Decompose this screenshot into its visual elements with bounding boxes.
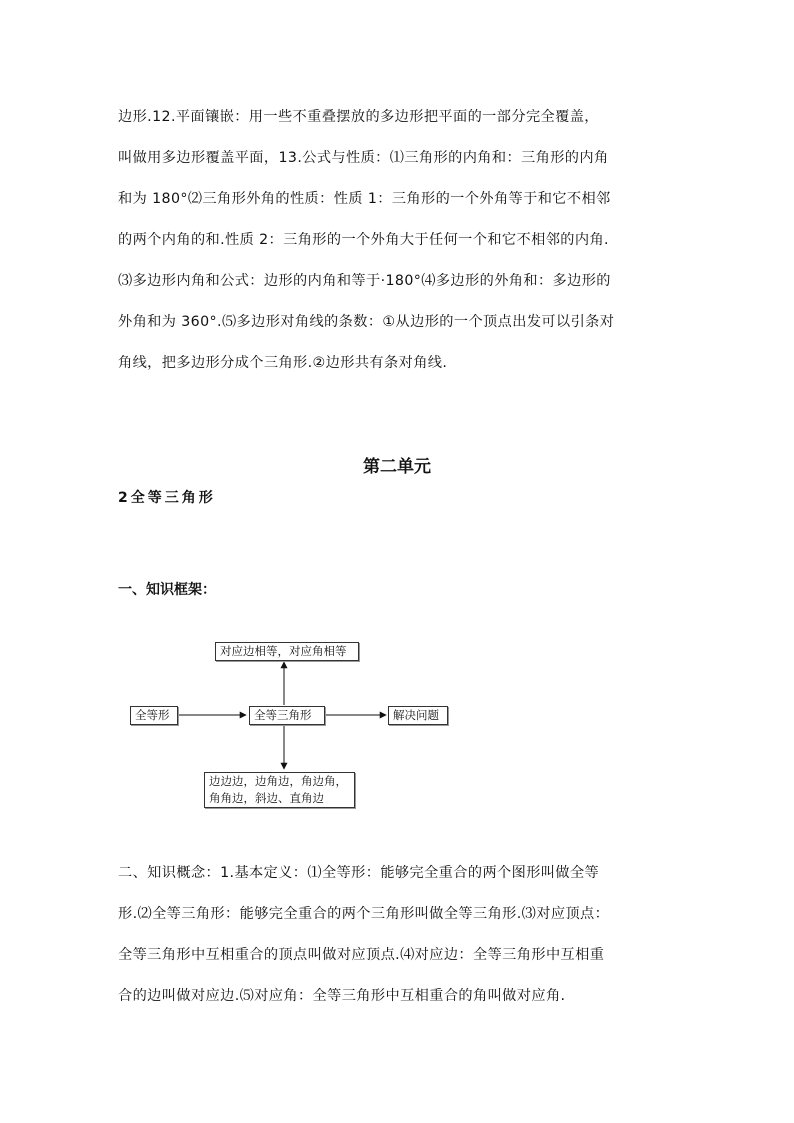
text-line: 合的边叫做对应边.⑸对应角：全等三角形中互相重合的角叫做对应角. <box>118 988 566 1004</box>
text-line: 形.⑵全等三角形：能够完全重合的两个三角形叫做全等三角形.⑶对应顶点： <box>118 906 610 922</box>
chapter-subtitle: 2全等三角形 <box>118 490 216 506</box>
box-label-line2: 角角边，斜边、直角边 <box>209 791 324 805</box>
text-line: 角线，把多边形分成个三角形.②边形共有条对角线. <box>118 355 448 371</box>
text-line: 叫做用多边形覆盖平面，13.公式与性质：⑴三角形的内角和：三角形的内角 <box>118 150 609 166</box>
text-line: 和为 180°⑵三角形外角的性质：性质 1：三角形的一个外角等于和它不相邻 <box>118 191 611 207</box>
box-label: 对应边相等，对应角相等 <box>220 644 347 658</box>
box-solve-problems <box>388 706 448 725</box>
box-label: 全等形 <box>135 708 170 722</box>
text-line: 边形.12.平面镶嵌：用一些不重叠摆放的多边形把平面的一部分完全覆盖， <box>118 109 599 125</box>
text-line: 全等三角形中互相重合的顶点叫做对应顶点.⑷对应边：全等三角形中互相重 <box>118 947 605 963</box>
box-congruent-figure <box>130 706 178 725</box>
text-line: 二、知识概念：1.基本定义：⑴全等形：能够完全重合的两个图形叫做全等 <box>118 865 600 881</box>
text-line: 的两个内角的和.性质 2：三角形的一个外角大于任何一个和它不相邻的内角. <box>118 232 609 248</box>
box-label-line1: 边边边，边角边，角边角， <box>209 774 347 788</box>
box-label: 解决问题 <box>393 708 439 722</box>
paragraph-polygon-properties <box>118 97 684 384</box>
box-congruence-criteria <box>204 772 355 808</box>
text-line: ⑶多边形内角和公式：边形的内角和等于·180°⑷多边形的外角和：多边形的 <box>118 273 611 289</box>
text-line: 外角和为 360°.⑸多边形对角线的条数：①从边形的一个顶点出发可以引条对 <box>118 314 615 330</box>
section-title-framework: 一、知识框架： <box>118 582 216 598</box>
box-congruent-triangle <box>249 706 325 725</box>
unit-heading: 第二单元 <box>363 457 431 477</box>
paragraph-knowledge-concepts <box>118 853 684 1017</box>
box-corresponding-equal <box>215 642 359 661</box>
box-label: 全等三角形 <box>254 708 312 722</box>
